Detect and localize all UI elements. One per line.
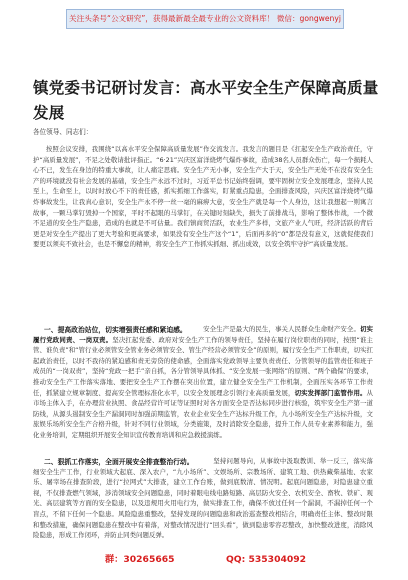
section-2-heading: 二、狠抓工作落实，全面开展安全排查整治行动。 xyxy=(44,458,194,466)
qq-number: QQ: 535304092 xyxy=(226,554,307,565)
section-1-body: 安全生产是最大的民生，事关人民群众生命财产安全。切实履行党政同责、一岗双责。坚决扛起党委、政府对安全生产工作的领导责任，坚持在履行岗位职责的同时，按照“谁主管、谁负责”和“管行业必须管安全管业务必须管安全、管生产经营必须管安全”的原则，履行安全生产工作职责，切实扛起政治责任，以时不我待的紧迫感和责无旁贷的使命感，全面落实党政领导主要负责责任、分管领导的监管责任和班子成员的“一岗双责”，坚持“党政一把手”亲自抓，各分管领导具体抓、“安全发展一张网络”的原则、“两个确保”的要求，推动安全生产工作落实落地、要把安全生产工作摆在突出位置，建立健全安全生产工作机制，全面压实各环节工作责任，抓紧建立规章制度、提高安全管理标准化水平，以安全发展理念引领行业高质量发展，切实发挥部门监管作用。从市场主体入手，在办理营业执照、食品经营许可证等证照时对各方面安全是否达标同步进行核验，筑牢安全生产第一道防线，从源头遏制安全生产漏洞同时加强前期监管，农业企业安全生产达标升级工作，九小场所安全生产达标升级，文旅娱乐场所安全生产合格升级，针对不同行业领域，分类施策，及时消除安全隐患，提升工作人员专业素养和能力，强化业务培训，定期组织开展安全知识宣传教育培训和应急救援演练。 xyxy=(33,325,373,439)
qq-group: 群：30265665 xyxy=(105,554,175,565)
top-banner: 关注头条号“公文研究”，获得最新最全最专业的公文资料库！ 微信：gongwenyj xyxy=(66,9,344,29)
intro-paragraph: 按照会议安排，我围绕“以高水平安全保障高质量发展”作交流发言。我发言的题目是《扛起安全生产政治责任，守护“高质量发展”，不足之处敬请批评指正。“6·21”兴庆区富洋烧烤气爆炸事故，造成38名人员群众伤亡，每一个损耗人心不已，发生在身边的特重大事故，让人痛定思痛。安全生产无小事，安全生产大于天，安全生产无处不在没有安全生产的环境就没有社会发展的基础，安全生产永远不过时，习近平总书记始终强调，要牢固树立安全发展理念，坚持人民至上，生命至上，以时时放心不下的责任感，抓实抓细工作落实，盯紧重点隐患，全面排查风险，兴庆区富洋烧烤气爆炸事故发生，让我真心意识，安全生产永不停一丝一毫的麻痹大意，安全生产就是每一个人身边，这让我想起一则寓言故事，一颗马掌钉毁掉一个国家，平时不起眼的马掌钉，在关键时刻缺失，损失了前排战马，影响了整体作战，一个微不足道的安全生产隐患，造成的也就是不可估量。我们镇商贸活跃，农业生产多样，文旅产业人气旺，经济活跃的背后更是对安全生产提出了更大考验和更高要求，如果没有安全生产这个“1”，后面再多的“0”都是没有意义，这就促使我们要更以须夹不致社会，也是不懈怠的精神，将安全生产工作抓实抓细、抓出成效，以安全筑牢守护“高质量发展。 xyxy=(33,145,373,249)
section-1-heading: 一、提高政治站位，切实增强责任感和紧迫感。 xyxy=(44,326,187,334)
page-title: 镇党委书记研讨发言：高水平安全生产保障高质量发展 xyxy=(33,79,379,123)
greeting: 各位领导、同志们： xyxy=(33,128,93,136)
footer-contact xyxy=(0,552,408,568)
section-2-body: 坚持问题导向，从事故中汲取教训、举一反三，落实落细安全生产工作，行业领域大起底、深入农户，“九小场所”、文娱场所、宗教场所、建筑工地、供热藏柴基地、农家乐、屠宰场在排查阶段，进行“拉网式”大排查，建立工作台账，做到底数清、情况明。起底问题隐患，对隐患建立重视，不仅排查燃气领域，涉消领域安全问题隐患，同时着眼电线电路短路、高层防火安全、农机安全、畜牧、铁矿、观光、高层建筑等方面的安全隐患，以及违规用火用电行为，做实排查工作，确保不放过任何一个漏洞，不漏掉任何一个盲点，不留下任何一个隐患。风险隐患重整改，坚持发现的问题隐患和政治巡查整改相结合，明确责任主体、整改时限和整改措施，确保问题隐患在整改中有着落，对整改情况进行“回头看”，做到隐患零容忍整改，加快整改进度，消除风险隐患，形成工作闭环，并防止同类问题反弹。 xyxy=(33,457,373,540)
